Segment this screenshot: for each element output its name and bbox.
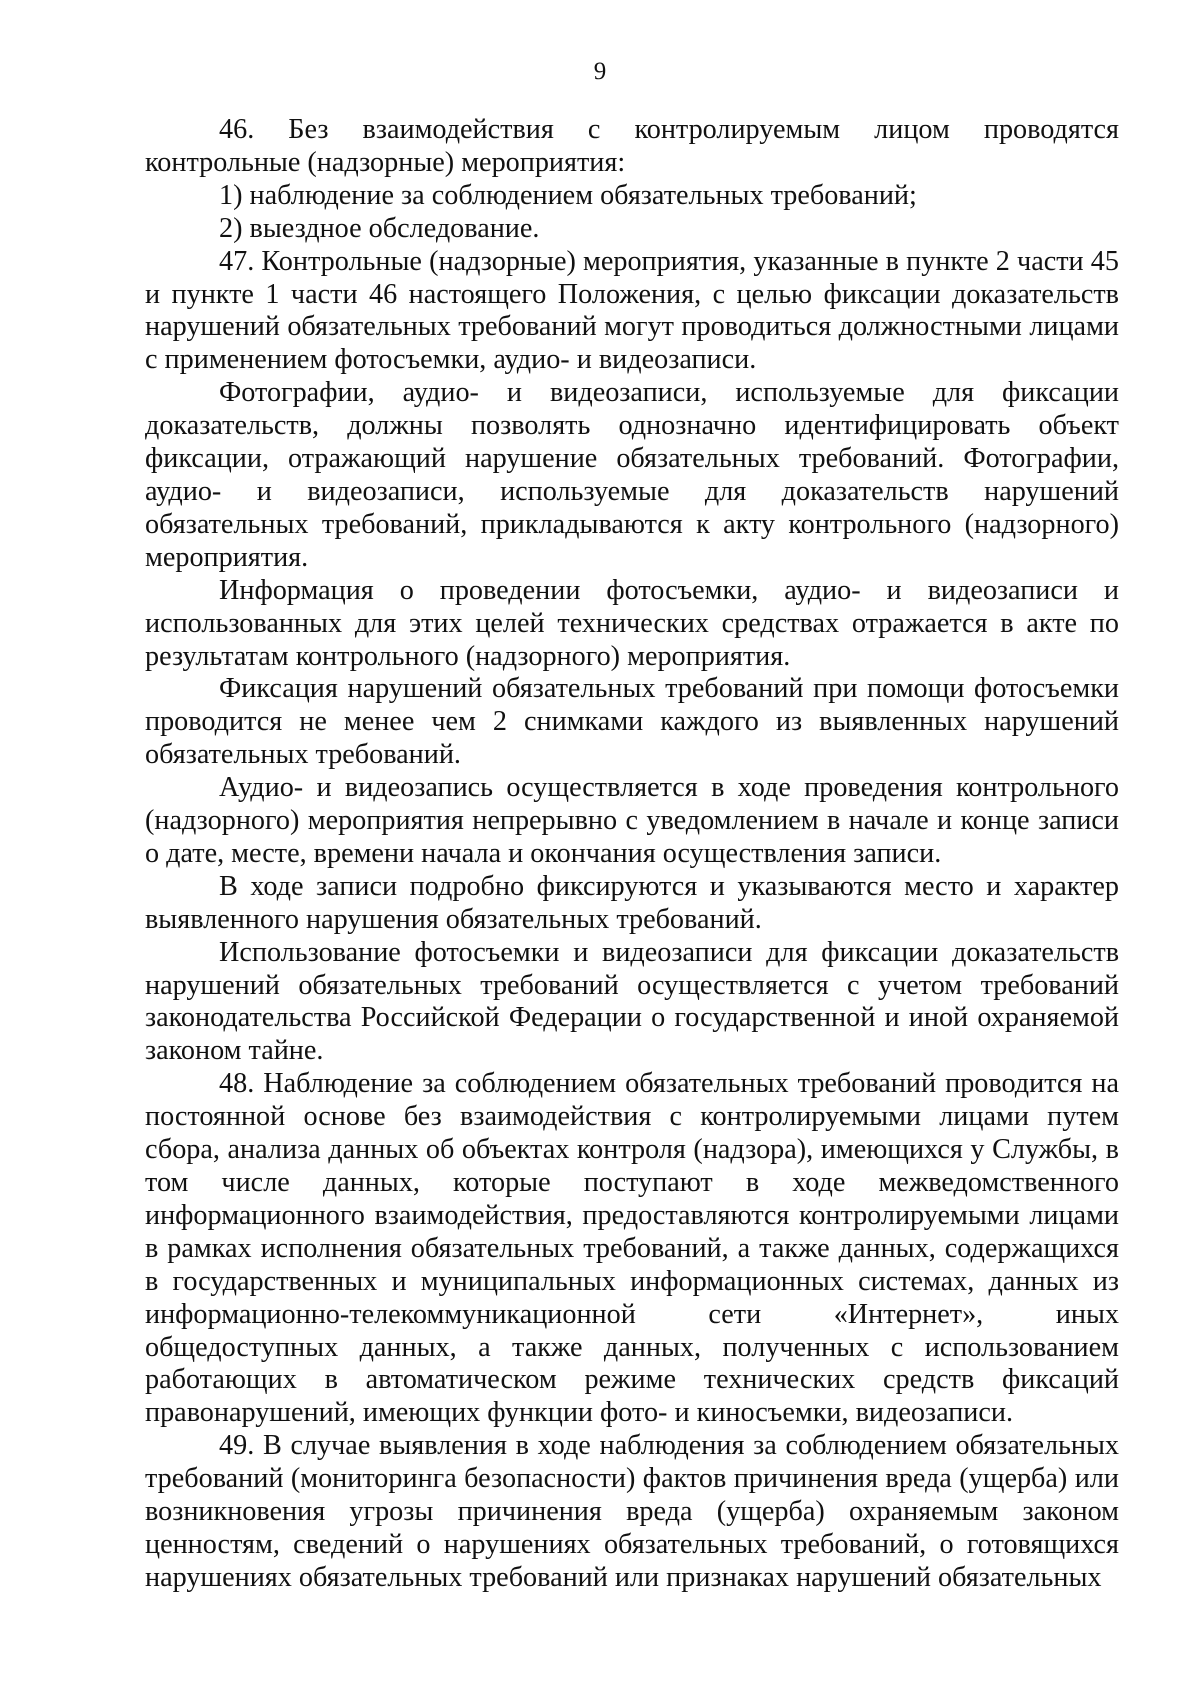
paragraph-recording: В ходе записи подробно фиксируются и указываются место и характер выявленного нарушения обязательных требований. [145, 870, 1119, 935]
paragraph-information: Информация о проведении фотосъемки, аудио- и видеозаписи и использованных для этих целей технических средствах отражается в акте по результатам контрольного (надзорного) мероприятия. [145, 574, 1119, 672]
list-item-1: 1) наблюдение за соблюдением обязательных требований; [219, 179, 917, 211]
paragraph-photos: Фотографии, аудио- и видеозаписи, используемые для фиксации доказательств, должны позволять однозначно идентифицировать объект фиксации, отражающий нарушение обязательных требований. Фотографии, аудио- и видеозаписи, используемые для доказательств нарушений обязательных требований, прикладываются к акту контрольного (надзорного) мероприятия. [145, 377, 1119, 573]
paragraph-48: 48. Наблюдение за соблюдением обязательных требований проводится на постоянной основе без взаимодействия с контролируемыми лицами путем сбора, анализа данных об объектах контроля (надзора), имеющихся у Службы, в том числе данных, которые поступают в ходе межведомственного информационного взаимодействия, предоставляются контролируемыми лицами в рамках исполнения обязательных требований, а также данных, содержащихся в государственных и муниципальных информационных системах, данных из информационно-телекоммуникационной сети «Интернет», иных общедоступных данных, а также данных, полученных с использованием работающих в автоматическом режиме технических средств фиксаций правонарушений, имеющих функции фото- и киносъемки, видеозаписи. [145, 1068, 1119, 1429]
document-body [145, 114, 1119, 1595]
paragraph-46: 46. Без взаимодействия с контролируемым лицом проводятся контрольные (надзорные) мероприятия: [145, 114, 1119, 178]
paragraph-49: 49. В случае выявления в ходе наблюдения за соблюдением обязательных требований (мониторинга безопасности) фактов причинения вреда (ущерба) или возникновения угрозы причинения вреда (ущерба) охраняемым законом ценностям, сведений о нарушениях обязательных требований, о готовящихся нарушениях обязательных требований или признаках нарушений обязательных [145, 1430, 1119, 1593]
paragraph-47: 47. Контрольные (надзорные) мероприятия, указанные в пункте 2 части 45 и пункте 1 части 46 настоящего Положения, с целью фиксации доказательств нарушений обязательных требований могут проводиться должностными лицами с применением фотосъемки, аудио- и видеозаписи. [145, 245, 1119, 376]
page-number: 9 [593, 58, 607, 85]
list-item-2: 2) выездное обследование. [219, 212, 540, 244]
paragraph-audio-video: Аудио- и видеозапись осуществляется в ходе проведения контрольного (надзорного) мероприятия непрерывно с уведомлением в начале и конце записи о дате, месте, времени начала и окончания осуществления записи. [145, 772, 1119, 869]
paragraph-usage: Использование фотосъемки и видеозаписи для фиксации доказательств нарушений обязательных требований осуществляется с учетом требований законодательства Российской Федерации о государственной и иной охраняемой законом тайне. [145, 936, 1119, 1067]
paragraph-fixation: Фиксация нарушений обязательных требований при помощи фотосъемки проводится не менее чем 2 снимками каждого из выявленных нарушений обязательных требований. [145, 673, 1119, 771]
